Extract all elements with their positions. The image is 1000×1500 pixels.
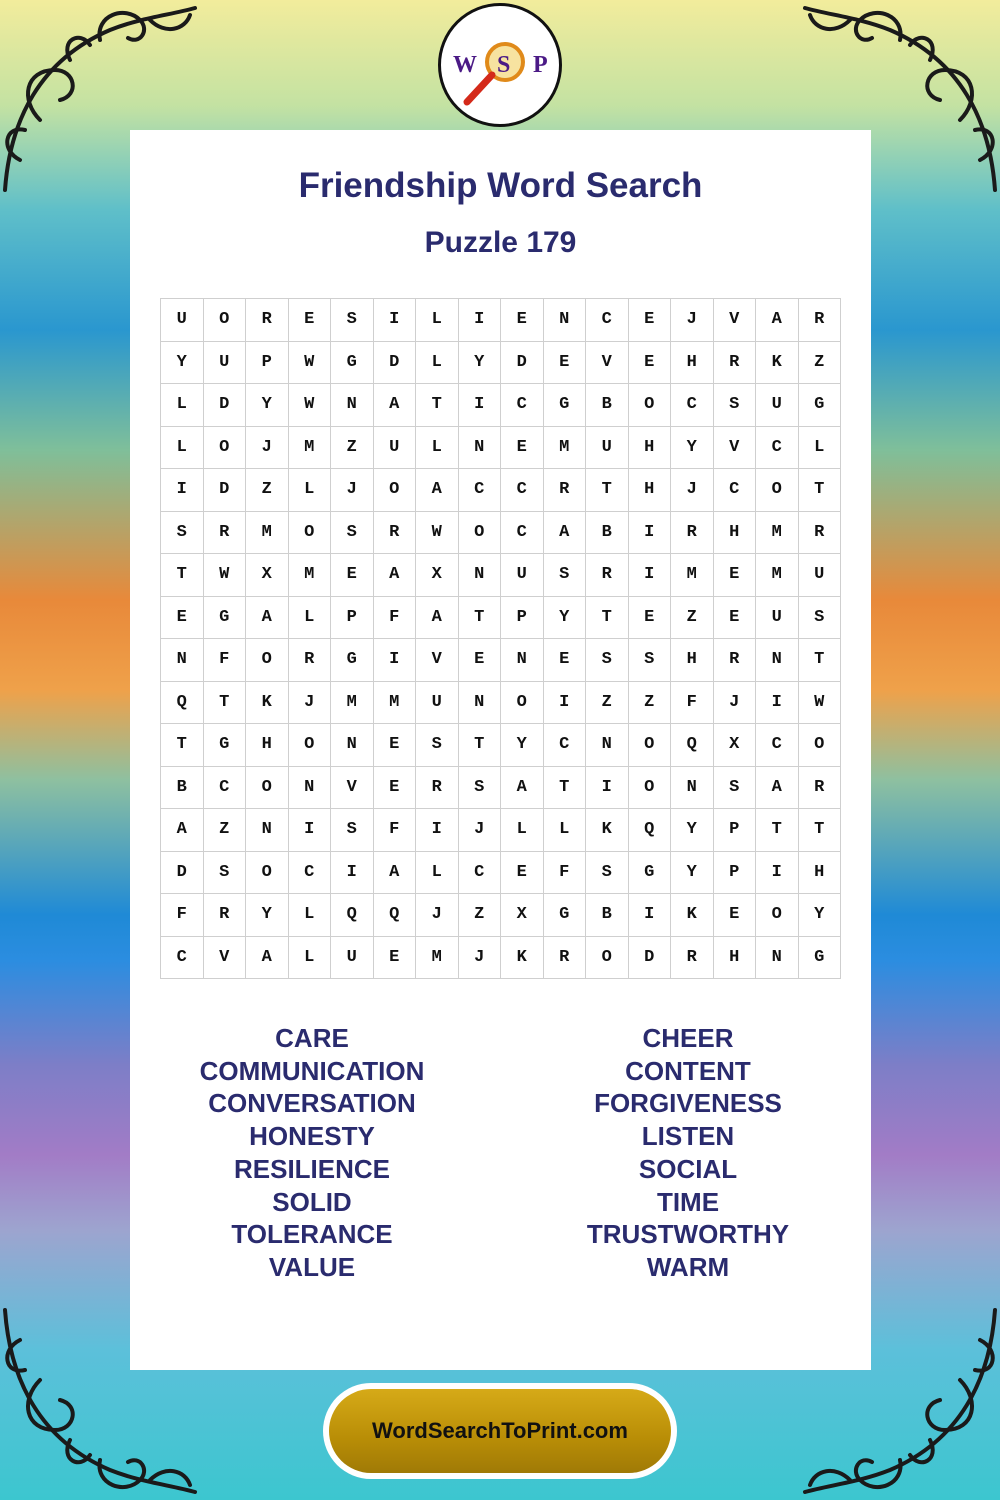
word-list-left <box>147 1022 477 1284</box>
grid-cell[interactable]: G <box>204 597 247 640</box>
grid-cell[interactable]: T <box>161 554 204 597</box>
logo-letter-p: P <box>533 52 548 78</box>
grid-cell[interactable]: C <box>544 724 587 767</box>
grid-cell[interactable]: J <box>714 682 757 725</box>
grid-cell[interactable]: C <box>714 469 757 512</box>
grid-cell[interactable]: O <box>799 724 842 767</box>
grid-cell[interactable]: E <box>289 299 332 342</box>
grid-cell[interactable]: W <box>289 342 332 385</box>
grid-cell[interactable]: N <box>501 639 544 682</box>
grid-cell[interactable]: G <box>799 937 842 980</box>
grid-cell[interactable]: D <box>204 384 247 427</box>
grid-cell[interactable]: H <box>714 512 757 555</box>
grid-cell[interactable]: A <box>246 597 289 640</box>
grid-cell[interactable]: T <box>416 384 459 427</box>
grid-cell[interactable]: M <box>246 512 289 555</box>
grid-cell[interactable]: J <box>246 427 289 470</box>
puzzle-card <box>130 130 871 1370</box>
grid-cell[interactable]: R <box>671 512 714 555</box>
letter-grid <box>160 298 841 979</box>
grid-cell[interactable]: C <box>756 724 799 767</box>
grid-cell[interactable]: I <box>331 852 374 895</box>
grid-cell[interactable]: I <box>374 299 417 342</box>
grid-cell[interactable]: C <box>459 852 502 895</box>
grid-cell[interactable]: U <box>799 554 842 597</box>
grid-cell[interactable]: U <box>161 299 204 342</box>
grid-cell[interactable]: B <box>586 512 629 555</box>
puzzle-number: Puzzle 179 <box>424 226 577 259</box>
grid-cell[interactable]: I <box>459 299 502 342</box>
grid-cell[interactable]: R <box>544 937 587 980</box>
word-item: COMMUNICATION <box>199 1055 425 1086</box>
grid-cell[interactable]: N <box>586 724 629 767</box>
grid-cell[interactable]: T <box>799 639 842 682</box>
grid-cell[interactable]: P <box>331 597 374 640</box>
grid-cell[interactable]: S <box>331 809 374 852</box>
grid-cell[interactable]: E <box>501 852 544 895</box>
grid-cell[interactable]: T <box>799 469 842 512</box>
grid-cell[interactable]: I <box>629 554 672 597</box>
grid-cell[interactable]: O <box>204 299 247 342</box>
grid-cell[interactable]: G <box>629 852 672 895</box>
grid-cell[interactable]: C <box>289 852 332 895</box>
grid-cell[interactable]: F <box>544 852 587 895</box>
grid-cell[interactable]: H <box>246 724 289 767</box>
grid-cell[interactable]: E <box>714 894 757 937</box>
grid-cell[interactable]: Y <box>671 809 714 852</box>
grid-cell[interactable]: I <box>374 639 417 682</box>
grid-cell[interactable]: K <box>756 342 799 385</box>
grid-cell[interactable]: L <box>289 937 332 980</box>
grid-cell[interactable]: R <box>246 299 289 342</box>
grid-cell[interactable]: A <box>544 512 587 555</box>
grid-cell[interactable]: M <box>374 682 417 725</box>
grid-cell[interactable]: L <box>416 852 459 895</box>
grid-cell[interactable]: F <box>374 809 417 852</box>
grid-cell[interactable]: Y <box>544 597 587 640</box>
grid-cell[interactable]: E <box>331 554 374 597</box>
grid-cell[interactable]: O <box>586 937 629 980</box>
grid-cell[interactable]: L <box>501 809 544 852</box>
grid-cell[interactable]: C <box>501 469 544 512</box>
grid-cell[interactable]: N <box>331 384 374 427</box>
grid-cell[interactable]: N <box>459 427 502 470</box>
grid-cell[interactable]: X <box>246 554 289 597</box>
grid-cell[interactable]: S <box>714 767 757 810</box>
grid-cell[interactable]: L <box>161 427 204 470</box>
grid-cell[interactable]: A <box>161 809 204 852</box>
grid-cell[interactable]: E <box>629 342 672 385</box>
grid-cell[interactable]: R <box>544 469 587 512</box>
grid-cell[interactable]: O <box>629 767 672 810</box>
grid-cell[interactable]: G <box>331 342 374 385</box>
grid-cell[interactable]: W <box>799 682 842 725</box>
grid-cell[interactable]: R <box>799 512 842 555</box>
grid-cell[interactable]: U <box>374 427 417 470</box>
grid-cell[interactable]: Z <box>204 809 247 852</box>
grid-cell[interactable]: T <box>161 724 204 767</box>
word-item: SOCIAL <box>638 1153 738 1184</box>
grid-cell[interactable]: E <box>374 937 417 980</box>
grid-cell[interactable]: A <box>416 469 459 512</box>
grid-cell[interactable]: Z <box>586 682 629 725</box>
grid-cell[interactable]: E <box>161 597 204 640</box>
grid-cell[interactable]: D <box>501 342 544 385</box>
grid-cell[interactable]: Z <box>629 682 672 725</box>
grid-cell[interactable]: W <box>416 512 459 555</box>
grid-cell[interactable]: V <box>714 299 757 342</box>
grid-cell[interactable]: U <box>416 682 459 725</box>
grid-cell[interactable]: E <box>629 299 672 342</box>
grid-cell[interactable]: B <box>586 384 629 427</box>
grid-cell[interactable]: Z <box>799 342 842 385</box>
grid-cell[interactable]: S <box>586 639 629 682</box>
grid-cell[interactable]: O <box>756 469 799 512</box>
site-logo[interactable] <box>438 3 562 127</box>
grid-cell[interactable]: K <box>671 894 714 937</box>
grid-cell[interactable]: Y <box>501 724 544 767</box>
word-item: VALUE <box>268 1251 356 1282</box>
grid-cell[interactable]: N <box>289 767 332 810</box>
grid-cell[interactable]: G <box>799 384 842 427</box>
grid-cell[interactable]: N <box>459 554 502 597</box>
word-item: TRUSTWORTHY <box>586 1219 790 1250</box>
grid-cell[interactable]: M <box>671 554 714 597</box>
grid-cell[interactable]: U <box>204 342 247 385</box>
grid-cell[interactable]: C <box>586 299 629 342</box>
word-item: CHEER <box>642 1023 734 1053</box>
grid-cell[interactable]: G <box>331 639 374 682</box>
word-item: CONVERSATION <box>208 1088 416 1119</box>
grid-cell[interactable]: M <box>289 427 332 470</box>
grid-cell[interactable]: P <box>246 342 289 385</box>
grid-cell[interactable]: H <box>629 427 672 470</box>
grid-cell[interactable]: S <box>544 554 587 597</box>
grid-cell[interactable]: G <box>544 894 587 937</box>
grid-cell[interactable]: M <box>416 937 459 980</box>
word-item: TOLERANCE <box>231 1219 393 1250</box>
grid-cell[interactable]: X <box>714 724 757 767</box>
word-item: TIME <box>656 1186 720 1217</box>
grid-cell[interactable]: N <box>671 767 714 810</box>
puzzle-title: Friendship Word Search <box>298 166 703 205</box>
grid-cell[interactable]: D <box>629 937 672 980</box>
grid-cell[interactable]: M <box>756 512 799 555</box>
grid-cell[interactable]: S <box>416 724 459 767</box>
grid-cell[interactable]: X <box>501 894 544 937</box>
grid-cell[interactable]: L <box>289 597 332 640</box>
grid-cell[interactable]: R <box>416 767 459 810</box>
grid-cell[interactable]: N <box>246 809 289 852</box>
grid-cell[interactable]: J <box>416 894 459 937</box>
grid-cell[interactable]: E <box>629 597 672 640</box>
word-item: LISTEN <box>641 1121 735 1152</box>
grid-cell[interactable]: H <box>629 469 672 512</box>
grid-cell[interactable]: S <box>799 597 842 640</box>
grid-cell[interactable]: W <box>289 384 332 427</box>
grid-cell[interactable]: D <box>161 852 204 895</box>
grid-cell[interactable]: O <box>629 384 672 427</box>
grid-cell[interactable]: S <box>204 852 247 895</box>
grid-cell[interactable]: U <box>586 427 629 470</box>
grid-cell[interactable]: M <box>331 682 374 725</box>
grid-cell[interactable]: K <box>246 682 289 725</box>
grid-cell[interactable]: M <box>756 554 799 597</box>
grid-cell[interactable]: E <box>544 639 587 682</box>
grid-cell[interactable]: Q <box>161 682 204 725</box>
grid-cell[interactable]: Z <box>671 597 714 640</box>
grid-cell[interactable]: S <box>161 512 204 555</box>
grid-cell[interactable]: O <box>246 852 289 895</box>
grid-cell[interactable]: O <box>289 724 332 767</box>
grid-cell[interactable]: N <box>544 299 587 342</box>
grid-cell[interactable]: Z <box>331 427 374 470</box>
grid-cell[interactable]: R <box>671 937 714 980</box>
grid-cell[interactable]: U <box>501 554 544 597</box>
grid-cell[interactable]: L <box>161 384 204 427</box>
grid-cell[interactable]: V <box>204 937 247 980</box>
grid-cell[interactable]: T <box>799 809 842 852</box>
grid-cell[interactable]: H <box>671 342 714 385</box>
grid-cell[interactable]: I <box>586 767 629 810</box>
grid-cell[interactable]: Y <box>246 894 289 937</box>
word-list-right <box>523 1022 853 1284</box>
grid-cell[interactable]: E <box>544 342 587 385</box>
grid-cell[interactable]: L <box>416 299 459 342</box>
grid-cell[interactable]: C <box>756 427 799 470</box>
grid-cell[interactable]: N <box>459 682 502 725</box>
grid-cell[interactable]: J <box>671 299 714 342</box>
footer-banner[interactable] <box>323 1383 677 1479</box>
word-item: HONESTY <box>249 1121 375 1152</box>
grid-cell[interactable]: R <box>374 512 417 555</box>
grid-cell[interactable]: O <box>629 724 672 767</box>
grid-cell[interactable]: P <box>501 597 544 640</box>
grid-cell[interactable]: S <box>331 299 374 342</box>
grid-cell[interactable]: I <box>756 682 799 725</box>
grid-cell[interactable]: I <box>756 852 799 895</box>
grid-cell[interactable]: A <box>374 384 417 427</box>
grid-cell[interactable]: O <box>459 512 502 555</box>
grid-cell[interactable]: A <box>756 299 799 342</box>
grid-cell[interactable]: O <box>756 894 799 937</box>
grid-cell[interactable]: O <box>204 427 247 470</box>
grid-cell[interactable]: E <box>501 299 544 342</box>
grid-cell[interactable]: Q <box>671 724 714 767</box>
grid-cell[interactable]: C <box>459 469 502 512</box>
grid-cell[interactable]: N <box>756 937 799 980</box>
grid-cell[interactable]: R <box>289 639 332 682</box>
grid-cell[interactable]: Q <box>331 894 374 937</box>
grid-cell[interactable]: O <box>246 767 289 810</box>
grid-cell[interactable]: T <box>459 597 502 640</box>
grid-cell[interactable]: J <box>289 682 332 725</box>
grid-cell[interactable]: L <box>416 427 459 470</box>
grid-cell[interactable]: P <box>714 852 757 895</box>
grid-cell[interactable]: C <box>671 384 714 427</box>
grid-cell[interactable]: S <box>459 767 502 810</box>
grid-cell[interactable]: Y <box>671 427 714 470</box>
grid-cell[interactable]: R <box>799 299 842 342</box>
grid-cell[interactable]: Y <box>459 342 502 385</box>
grid-cell[interactable]: C <box>501 512 544 555</box>
grid-cell[interactable]: K <box>501 937 544 980</box>
grid-cell[interactable]: O <box>374 469 417 512</box>
grid-cell[interactable]: Y <box>161 342 204 385</box>
grid-cell[interactable]: U <box>756 384 799 427</box>
grid-cell[interactable]: Z <box>459 894 502 937</box>
grid-cell[interactable]: T <box>544 767 587 810</box>
grid-cell[interactable]: W <box>204 554 247 597</box>
grid-cell[interactable]: P <box>714 809 757 852</box>
grid-cell[interactable]: O <box>289 512 332 555</box>
grid-cell[interactable]: M <box>289 554 332 597</box>
grid-cell[interactable]: S <box>714 384 757 427</box>
grid-cell[interactable]: C <box>204 767 247 810</box>
grid-cell[interactable]: D <box>204 469 247 512</box>
logo-letter-w: W <box>453 52 477 78</box>
grid-cell[interactable]: R <box>204 894 247 937</box>
grid-cell[interactable]: J <box>459 809 502 852</box>
grid-cell[interactable]: C <box>161 937 204 980</box>
grid-cell[interactable]: G <box>204 724 247 767</box>
grid-cell[interactable]: E <box>501 427 544 470</box>
grid-cell[interactable]: E <box>374 724 417 767</box>
grid-cell[interactable]: L <box>289 469 332 512</box>
grid-cell[interactable]: R <box>586 554 629 597</box>
grid-cell[interactable]: V <box>331 767 374 810</box>
grid-cell[interactable]: X <box>416 554 459 597</box>
grid-cell[interactable]: M <box>544 427 587 470</box>
grid-cell[interactable]: V <box>586 342 629 385</box>
grid-cell[interactable]: I <box>459 384 502 427</box>
grid-cell[interactable]: K <box>586 809 629 852</box>
grid-cell[interactable]: Z <box>246 469 289 512</box>
grid-cell[interactable]: J <box>459 937 502 980</box>
grid-cell[interactable]: T <box>586 469 629 512</box>
grid-cell[interactable]: I <box>161 469 204 512</box>
grid-cell[interactable]: H <box>671 639 714 682</box>
grid-cell[interactable]: E <box>459 639 502 682</box>
grid-cell[interactable]: S <box>629 639 672 682</box>
grid-cell[interactable]: F <box>204 639 247 682</box>
word-item: CARE <box>275 1023 349 1053</box>
grid-cell[interactable]: R <box>714 639 757 682</box>
grid-cell[interactable]: B <box>586 894 629 937</box>
grid-cell[interactable]: N <box>331 724 374 767</box>
grid-cell[interactable]: A <box>246 937 289 980</box>
grid-cell[interactable]: T <box>459 724 502 767</box>
grid-cell[interactable]: O <box>501 682 544 725</box>
grid-cell[interactable]: I <box>289 809 332 852</box>
grid-cell[interactable]: T <box>756 809 799 852</box>
grid-cell[interactable]: A <box>501 767 544 810</box>
grid-cell[interactable]: L <box>799 427 842 470</box>
grid-cell[interactable]: L <box>416 342 459 385</box>
grid-cell[interactable]: F <box>374 597 417 640</box>
grid-cell[interactable]: V <box>416 639 459 682</box>
grid-cell[interactable]: C <box>501 384 544 427</box>
logo-letter-s: S <box>497 52 511 78</box>
grid-cell[interactable]: I <box>629 894 672 937</box>
grid-cell[interactable]: E <box>714 597 757 640</box>
grid-cell[interactable]: A <box>374 852 417 895</box>
word-item: SOLID <box>272 1186 352 1217</box>
grid-cell[interactable]: E <box>374 767 417 810</box>
footer-site-link[interactable]: WordSearchToPrint.com <box>329 1389 671 1473</box>
grid-cell[interactable]: I <box>416 809 459 852</box>
word-item: WARM <box>646 1251 730 1282</box>
grid-cell[interactable]: Y <box>671 852 714 895</box>
grid-cell[interactable]: A <box>416 597 459 640</box>
grid-cell[interactable]: N <box>161 639 204 682</box>
grid-cell[interactable]: R <box>799 767 842 810</box>
grid-cell[interactable]: S <box>586 852 629 895</box>
grid-cell[interactable]: Q <box>629 809 672 852</box>
grid-cell[interactable]: N <box>756 639 799 682</box>
grid-cell[interactable]: U <box>331 937 374 980</box>
grid-cell[interactable]: I <box>544 682 587 725</box>
grid-cell[interactable]: G <box>544 384 587 427</box>
grid-cell[interactable]: R <box>204 512 247 555</box>
grid-cell[interactable]: V <box>714 427 757 470</box>
grid-cell[interactable]: H <box>799 852 842 895</box>
grid-cell[interactable]: J <box>671 469 714 512</box>
grid-cell[interactable]: E <box>714 554 757 597</box>
word-item: FORGIVENESS <box>594 1088 782 1119</box>
grid-cell[interactable]: Y <box>246 384 289 427</box>
grid-cell[interactable]: L <box>544 809 587 852</box>
grid-cell[interactable]: S <box>331 512 374 555</box>
grid-cell[interactable]: A <box>756 767 799 810</box>
grid-cell[interactable]: Q <box>374 894 417 937</box>
grid-cell[interactable]: T <box>204 682 247 725</box>
grid-cell[interactable]: I <box>629 512 672 555</box>
grid-cell[interactable]: J <box>331 469 374 512</box>
grid-cell[interactable]: Y <box>799 894 842 937</box>
grid-cell[interactable]: O <box>246 639 289 682</box>
grid-cell[interactable]: F <box>161 894 204 937</box>
grid-cell[interactable]: F <box>671 682 714 725</box>
word-item: RESILIENCE <box>233 1153 391 1184</box>
grid-cell[interactable]: D <box>374 342 417 385</box>
grid-cell[interactable]: L <box>289 894 332 937</box>
word-item: CONTENT <box>625 1055 751 1086</box>
grid-cell[interactable]: U <box>756 597 799 640</box>
grid-cell[interactable]: R <box>714 342 757 385</box>
grid-cell[interactable]: H <box>714 937 757 980</box>
grid-cell[interactable]: A <box>374 554 417 597</box>
grid-cell[interactable]: B <box>161 767 204 810</box>
grid-cell[interactable]: T <box>586 597 629 640</box>
